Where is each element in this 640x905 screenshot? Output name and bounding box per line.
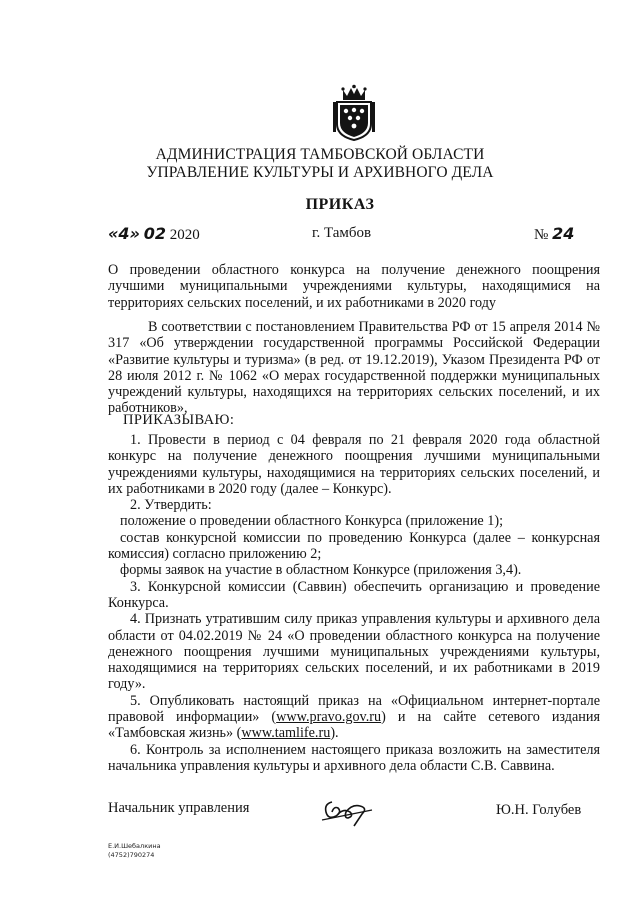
order-item-2a: положение о проведении областного Конкурса (приложение 1); [120, 513, 504, 530]
org-name-line1: АДМИНИСТРАЦИЯ ТАМБОВСКОЙ ОБЛАСТИ [155, 146, 485, 163]
item-5-text-c: ). [330, 725, 339, 742]
order-items [108, 432, 600, 774]
doc-city: г. Тамбов [312, 225, 372, 241]
item-5-text-b: ) и на сайте сетевого издания «Тамбовская жизнь» ( [108, 709, 600, 742]
handwritten-signature-icon [318, 798, 376, 828]
order-item-2b: состав конкурсной комиссии по проведению Конкурса (далее – конкурсная комиссия) согласно приложению 2; [108, 529, 600, 563]
date-day: 4 [118, 224, 130, 243]
item-5-text-a: 5. Опубликовать настоящий приказ на «Официальном интернет-портале правовой информации» ( [108, 692, 600, 726]
executor-info [108, 842, 161, 860]
signer-role: Начальник управления [108, 800, 250, 816]
doc-subject: О проведении областного конкурса на получение денежного поощрения лучшими муниципальными учреждениями культуры, находящимися на территориях сельских поселений, и их работниками в 2020 году [108, 262, 600, 311]
order-item-6: 6. Контроль за исполнением настоящего приказа возложить на заместителя начальника управления культуры и архивного дела области С.В. Саввина. [108, 741, 600, 774]
date-year: 2020 [169, 227, 200, 243]
date-open-quote: « [108, 224, 119, 243]
order-item-1: 1. Провести в период с 04 февраля по 21 февраля 2020 года областной конкурс на получение денежного поощрения лучшими муниципальными учреждениями культуры, находящимися на территориях сельских поселений, и их работниками в 2020 году (далее – Конкурс). [108, 432, 600, 497]
order-item-2: 2. Утвердить: [130, 497, 212, 514]
order-word: ПРИКАЗЫВАЮ: [123, 412, 235, 428]
number-value: 24 [552, 224, 575, 243]
link-pravo[interactable]: www.pravo.gov.ru [276, 709, 382, 726]
date-month: 02 [143, 224, 166, 243]
order-item-5 [108, 693, 600, 742]
date-close-quote: » [129, 224, 140, 243]
coat-of-arms-icon [331, 84, 377, 142]
doc-number [534, 224, 574, 244]
doc-date [108, 224, 200, 244]
order-item-2c: формы заявок на участие в областном Конкурсе (приложения 3,4). [120, 562, 522, 579]
number-label: № [534, 227, 549, 243]
order-item-4: 4. Признать утратившим силу приказ управления культуры и архивного дела области от 04.02.2019 № 24 «О проведении областного конкурса на получение денежного поощрения лучшими муниципальных учреждениями культуры, находящимися на территориях сельских поселений, и их работниками в 2019 году». [108, 611, 600, 693]
executor-phone: (4752)790274 [108, 851, 155, 859]
preamble [108, 319, 600, 417]
order-item-3: 3. Конкурсной комиссии (Саввин) обеспечить организацию и проведение Конкурса. [108, 578, 600, 611]
executor-name: Е.И.Шебалкина [108, 842, 161, 850]
link-tamlife[interactable]: www.tamlife.ru [241, 725, 331, 742]
signer-name: Ю.Н. Голубев [496, 802, 582, 818]
org-name-line2: УПРАВЛЕНИЕ КУЛЬТУРЫ И АРХИВНОГО ДЕЛА [146, 164, 494, 181]
preamble-text: В соответствии с постановлением Правительства РФ от 15 апреля 2014 № 317 «Об утверждении государственной программы Российской Федерации «Развитие культуры и туризма» (в ред. от 19.12.2019), Указом Президента РФ от 28 июля 2012 г. № 1062 «О мерах государственной поддержки муниципальных учреждений культуры, находящихся на территориях сельских поселений, и их работников», [108, 319, 600, 417]
doc-title: ПРИКАЗ [305, 196, 375, 213]
